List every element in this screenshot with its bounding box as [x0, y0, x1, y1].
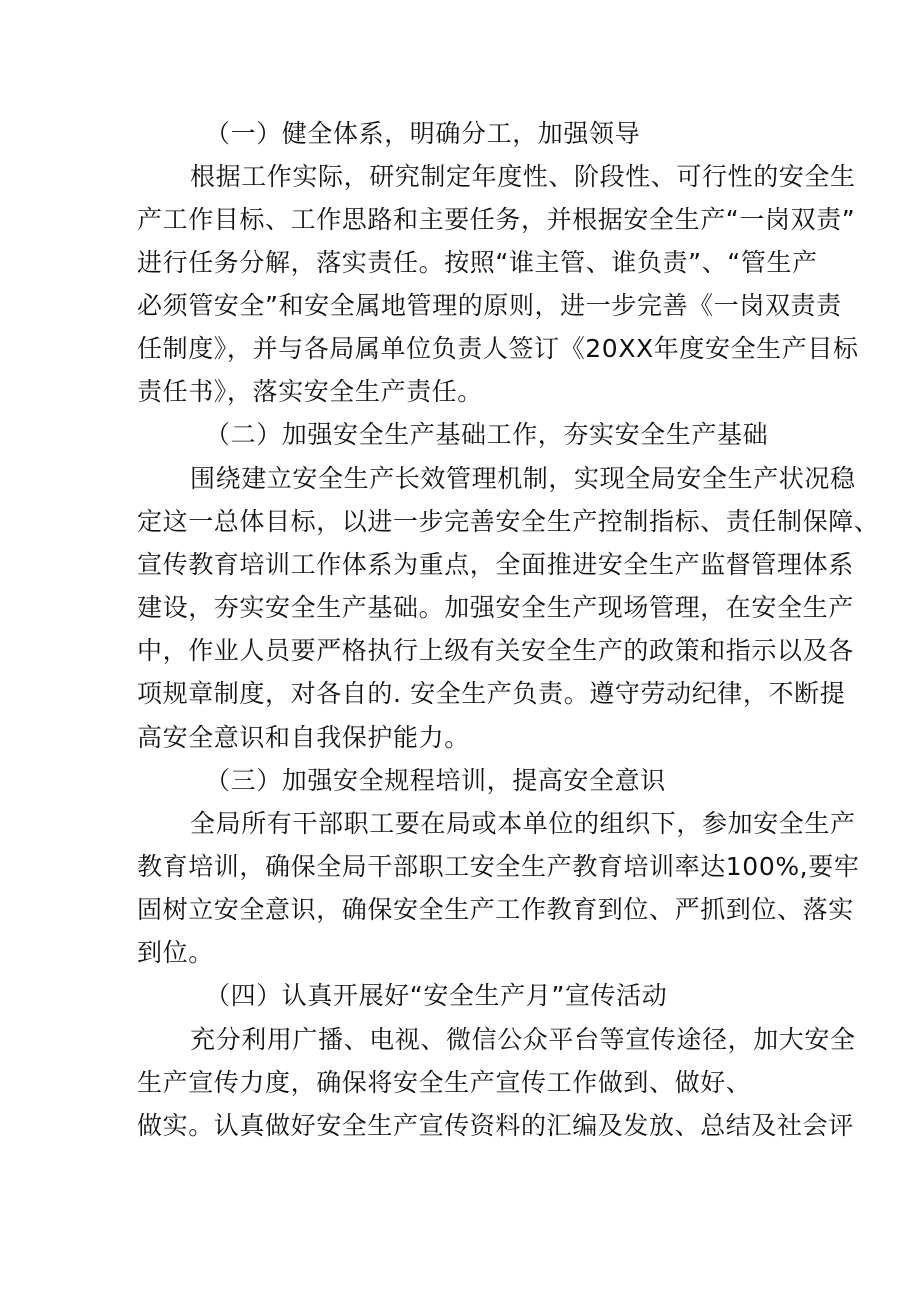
paragraph-line: 根据工作实际，研究制定年度性、阶段性、可行性的安全生: [190, 162, 856, 191]
paragraph-line: 宣传教育培训工作体系为重点，全面推进安全生产监督管理体系: [137, 550, 854, 579]
paragraph-line: 围绕建立安全生产长效管理机制，实现全局安全生产状况稳: [190, 464, 856, 493]
paragraph-line: 中，作业人员要严格执行上级有关安全生产的政策和指示以及各: [137, 636, 854, 665]
paragraph-line: 充分利用广播、电视、微信公众平台等宣传途径，加大安全: [190, 1025, 856, 1054]
paragraph-line: 生产宣传力度，确保将安全生产宣传工作做到、做好、: [137, 1068, 752, 1097]
section-heading: （一）健全体系，明确分工，加强领导: [205, 119, 641, 148]
paragraph-line: 定这一总体目标，以进一步完善安全生产控制指标、责任制保障、: [137, 507, 880, 536]
paragraph-line: 产工作目标、工作思路和主要任务，并根据安全生产“一岗双责”: [137, 205, 856, 234]
paragraph-line: 固树立安全意识，确保安全生产工作教育到位、严抓到位、落实: [137, 895, 854, 924]
paragraph-line: 项规章制度，对各自的. 安全生产负责。遵守劳动纪律，不断提: [137, 679, 846, 708]
paragraph-line: 任制度》，并与各局属单位负责人签订《20XX年度安全生产目标: [137, 334, 859, 363]
section-heading: （四）认真开展好“安全生产月”宣传活动: [205, 981, 668, 1010]
paragraph-line: 进行任务分解，落实责任。按照“谁主管、谁负责”、“管生产: [137, 248, 818, 277]
paragraph-line: 高安全意识和自我保护能力。: [137, 723, 470, 752]
paragraph-line: 责任书》，落实安全生产责任。: [137, 377, 483, 406]
section-heading: （三）加强安全规程培训，提高安全意识: [205, 766, 666, 795]
paragraph-line: 建设，夯实安全生产基础。加强安全生产现场管理，在安全生产: [137, 593, 854, 622]
paragraph-line: 教育培训，确保全局干部职工安全生产教育培训率达100%,要牢: [137, 852, 860, 881]
section-heading: （二）加强安全生产基础工作，夯实安全生产基础: [205, 420, 769, 449]
paragraph-line: 全局所有干部职工要在局或本单位的组织下，参加安全生产: [190, 809, 856, 838]
paragraph-line: 必须管安全”和安全属地管理的原则，进一步完善《一岗双责责: [137, 291, 842, 320]
paragraph-line: 到位。: [137, 938, 214, 967]
paragraph-line: 做实。认真做好安全生产宣传资料的汇编及发放、总结及社会评: [137, 1111, 854, 1140]
